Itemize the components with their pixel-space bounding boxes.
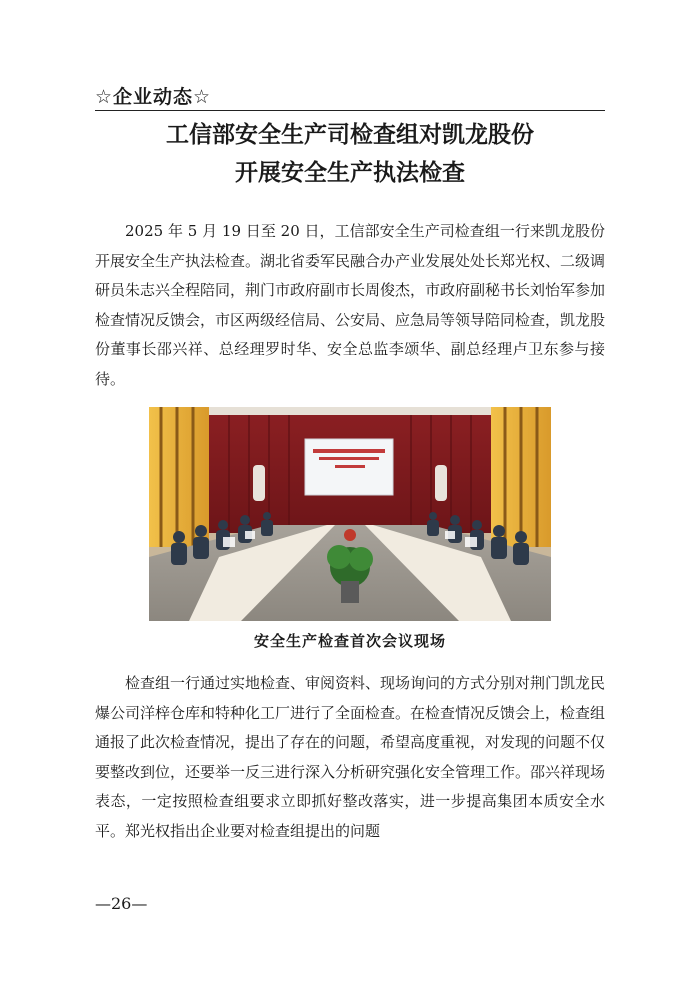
title-line-2: 开展安全生产执法检查 <box>235 160 465 186</box>
section-label: ☆企业动态☆ <box>95 86 212 108</box>
page-number: —26— <box>95 894 148 913</box>
paragraph-1: 2025 年 5 月 19 日至 20 日，工信部安全生产司检查组一行来凯龙股份开展安全生产执法检查。湖北省委军民融合办产业发展处处长郑光权、二级调研员朱志兴全程陪同，荆门市政府副市长周俊杰，市政府副秘书长刘怡军参加检查情况反馈会，市区两级经信局、公安局、应急局等领导陪同检查，凯龙股份董事长邵兴祥、总经理罗时华、安全总监李颂华、副总经理卢卫东参与接待。 <box>95 222 606 388</box>
meeting-photo <box>149 407 551 621</box>
paragraph-2: 检查组一行通过实地检查、审阅资料、现场询问的方式分别对荆门凯龙民爆公司洋梓仓库和特种化工厂进行了全面检查。在检查情况反馈会上，检查组通报了此次检查情况，提出了存在的问题，希望高度重视，对发现的问题不仅要整改到位，还要举一反三进行深入分析研究强化安全管理工作。邵兴祥现场表态，一定按照检查组要求立即抓好整改落实，进一步提高集团本质安全水平。郑光权指出企业要对检查组提出的问题 <box>95 674 606 840</box>
title-line-1: 工信部安全生产司检查组对凯龙股份 <box>166 122 534 148</box>
meeting-photo-illustration <box>149 407 551 621</box>
article-title <box>95 116 605 192</box>
photo-caption: 安全生产检查首次会议现场 <box>253 632 446 650</box>
section-header <box>95 80 605 111</box>
